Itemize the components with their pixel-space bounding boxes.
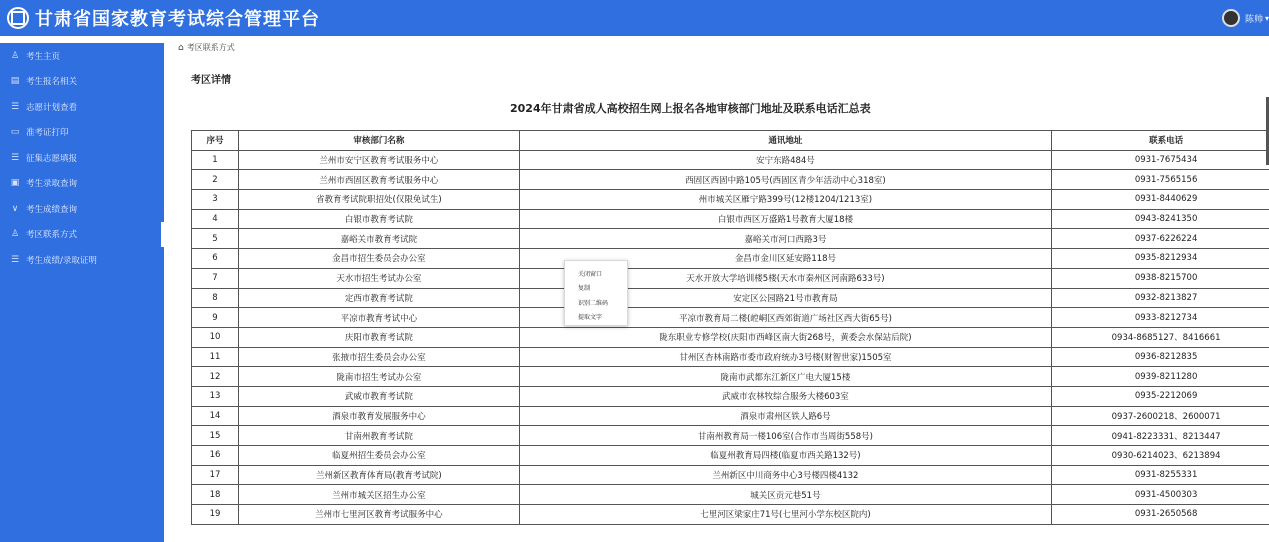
table-row xyxy=(192,308,1269,328)
context-menu-item[interactable]: 关闭窗口 xyxy=(578,270,603,278)
cell-address: 酒泉市肃州区铁人路6号 xyxy=(519,406,1052,426)
sidebar-item-label: 考生成绩/录取证明 xyxy=(26,255,97,266)
cell-index: 5 xyxy=(192,229,239,249)
sidebar-item[interactable] xyxy=(0,145,164,171)
cell-phone: 0941-8223331、8213447 xyxy=(1052,426,1269,446)
cell-department: 天水市招生考试办公室 xyxy=(238,268,519,288)
cell-department: 张掖市招生委员会办公室 xyxy=(238,347,519,367)
list-icon: ☰ xyxy=(10,152,20,163)
table-row xyxy=(192,446,1269,466)
chevron-down-icon: ▾ xyxy=(1264,13,1269,23)
column-header-index: 序号 xyxy=(192,131,239,151)
column-header-address: 通讯地址 xyxy=(519,131,1052,151)
sidebar-item[interactable] xyxy=(0,171,164,197)
cell-phone: 0931-8440629 xyxy=(1052,190,1269,210)
cell-index: 15 xyxy=(192,426,239,446)
cell-address: 州市城关区雁宁路399号(12楼1204/1213室) xyxy=(519,190,1052,210)
cell-index: 3 xyxy=(192,190,239,210)
cell-index: 13 xyxy=(192,386,239,406)
cell-index: 11 xyxy=(192,347,239,367)
person-icon: ♙ xyxy=(10,50,20,61)
table-title: 2024年甘肃省成人高校招生网上报名各地审核部门地址及联系电话汇总表 xyxy=(510,102,871,115)
cell-department: 甘南州教育考试院 xyxy=(238,426,519,446)
cell-department: 平凉市教育考试中心 xyxy=(238,308,519,328)
user-name: 陈帅 xyxy=(1244,14,1263,25)
table-row xyxy=(192,347,1269,367)
sidebar-item[interactable] xyxy=(0,222,164,248)
cell-address: 兰州新区中川商务中心3号楼四楼4132 xyxy=(519,465,1052,485)
table-row xyxy=(192,386,1269,406)
cell-phone: 0931-4500303 xyxy=(1052,485,1269,505)
cell-address: 天水开放大学培训楼5楼(天水市秦州区河南路633号) xyxy=(519,268,1052,288)
sidebar-item[interactable] xyxy=(0,120,164,146)
table-row xyxy=(192,406,1269,426)
cell-index: 2 xyxy=(192,170,239,190)
user-menu[interactable] xyxy=(1222,0,1269,36)
cell-phone: 0931-7675434 xyxy=(1052,150,1269,170)
sidebar-item-label: 考生录取查询 xyxy=(26,179,78,190)
cell-department: 兰州市安宁区教育考试服务中心 xyxy=(238,150,519,170)
cell-address: 武威市农林牧综合服务大楼603室 xyxy=(519,386,1052,406)
table-row xyxy=(192,209,1269,229)
cell-index: 10 xyxy=(192,327,239,347)
cell-department: 庆阳市教育考试院 xyxy=(238,327,519,347)
table-row xyxy=(192,249,1269,269)
cell-phone: 0934-8685127、8416661 xyxy=(1052,327,1269,347)
cell-department: 酒泉市教育发展服务中心 xyxy=(238,406,519,426)
cell-address: 甘州区杏林南路市委市政府统办3号楼(财智世家)1505室 xyxy=(519,347,1052,367)
table-row xyxy=(192,229,1269,249)
table-row xyxy=(192,288,1269,308)
cell-index: 8 xyxy=(192,288,239,308)
cell-address: 安定区公园路21号市教育局 xyxy=(519,288,1052,308)
cell-address: 陇南市武都东江新区广电大厦15楼 xyxy=(519,367,1052,387)
avatar[interactable] xyxy=(1222,9,1240,27)
table-row xyxy=(192,268,1269,288)
cell-department: 兰州市西固区教育考试服务中心 xyxy=(238,170,519,190)
cell-address: 甘南州教育局一楼106室(合作市当周街558号) xyxy=(519,426,1052,446)
cell-phone: 0930-6214023、6213894 xyxy=(1052,446,1269,466)
table-row xyxy=(192,170,1269,190)
id-card-icon: ▭ xyxy=(10,127,20,138)
sidebar-item[interactable] xyxy=(0,94,164,120)
emblem-icon xyxy=(7,7,29,29)
cell-address: 金昌市金川区延安路118号 xyxy=(519,249,1052,269)
cell-department: 白银市教育考试院 xyxy=(238,209,519,229)
cell-phone: 0939-8211280 xyxy=(1052,367,1269,387)
cell-department: 金昌市招生委员会办公室 xyxy=(238,249,519,269)
cell-address: 临夏州教育局四楼(临夏市西关路132号) xyxy=(519,446,1052,466)
cell-index: 12 xyxy=(192,367,239,387)
table-row xyxy=(192,150,1269,170)
contact-table xyxy=(191,130,1269,525)
table-row xyxy=(192,327,1269,347)
sidebar-item-label: 考生成绩查询 xyxy=(26,204,78,215)
context-menu xyxy=(564,260,628,326)
cell-department: 兰州市城关区招生办公室 xyxy=(238,485,519,505)
table-row xyxy=(192,367,1269,387)
cell-index: 18 xyxy=(192,485,239,505)
sidebar-item-label: 征集志愿填报 xyxy=(26,153,78,164)
sidebar-item-label: 考生报名相关 xyxy=(26,77,78,88)
sidebar xyxy=(0,43,164,542)
sidebar-item-label: 考区联系方式 xyxy=(26,230,78,241)
cell-phone: 0936-8212835 xyxy=(1052,347,1269,367)
cell-department: 兰州市七里河区教育考试服务中心 xyxy=(238,505,519,525)
cell-phone: 0931-2650568 xyxy=(1052,505,1269,525)
sidebar-item[interactable] xyxy=(0,69,164,95)
cell-index: 16 xyxy=(192,446,239,466)
main-content xyxy=(168,40,1269,542)
context-menu-item[interactable]: 复制 xyxy=(578,285,591,293)
cell-address: 陇东职业专修学校(庆阳市西峰区南大街268号，黄委会水保站后院) xyxy=(519,327,1052,347)
table-row xyxy=(192,505,1269,525)
cell-address: 城关区贡元巷51号 xyxy=(519,485,1052,505)
cell-department: 陇南市招生考试办公室 xyxy=(238,367,519,387)
cell-phone: 0943-8241350 xyxy=(1052,209,1269,229)
cell-address: 七里河区梁家庄71号(七里河小学东校区院内) xyxy=(519,505,1052,525)
table-row xyxy=(192,426,1269,446)
cell-phone: 0931-7565156 xyxy=(1052,170,1269,190)
cell-index: 4 xyxy=(192,209,239,229)
column-header-department: 审核部门名称 xyxy=(238,131,519,151)
sidebar-item-label: 考生主页 xyxy=(26,51,61,62)
table-row xyxy=(192,465,1269,485)
cell-phone: 0938-8215700 xyxy=(1052,268,1269,288)
cell-department: 嘉峪关市教育考试院 xyxy=(238,229,519,249)
table-row xyxy=(192,485,1269,505)
top-header xyxy=(0,0,1269,36)
section-title: 考区详情 xyxy=(191,75,231,86)
cell-phone: 0935-2212069 xyxy=(1052,386,1269,406)
cell-address: 平凉市教育局二楼(崆峒区西郊街道广场社区西大街65号) xyxy=(519,308,1052,328)
cell-phone: 0933-8212734 xyxy=(1052,308,1269,328)
table-header-row xyxy=(192,131,1269,151)
sidebar-item[interactable] xyxy=(0,196,164,222)
cell-index: 14 xyxy=(192,406,239,426)
app-title: 甘肃省国家教育考试综合管理平台 xyxy=(35,9,320,30)
cell-department: 定西市教育考试院 xyxy=(238,288,519,308)
cell-index: 9 xyxy=(192,308,239,328)
table-row xyxy=(192,190,1269,210)
cell-department: 武威市教育考试院 xyxy=(238,386,519,406)
cell-index: 6 xyxy=(192,249,239,269)
context-menu-item[interactable]: 识别二维码 xyxy=(578,299,609,307)
cell-index: 17 xyxy=(192,465,239,485)
breadcrumb-item[interactable]: 考区联系方式 xyxy=(186,43,235,52)
sidebar-item-label: 准考证打印 xyxy=(26,128,69,139)
sidebar-item-label: 志愿计划查看 xyxy=(26,102,78,113)
sidebar-item[interactable] xyxy=(0,247,164,273)
context-menu-item[interactable]: 提取文字 xyxy=(578,314,603,322)
home-icon[interactable]: ⌂ xyxy=(178,42,184,53)
document-icon: ▣ xyxy=(10,178,20,189)
cell-address: 西固区西固中路105号(西固区青少年活动中心318室) xyxy=(519,170,1052,190)
cell-department: 兰州新区教育体育局(教育考试院) xyxy=(238,465,519,485)
column-header-phone: 联系电话 xyxy=(1052,131,1269,151)
cell-index: 7 xyxy=(192,268,239,288)
cell-phone: 0937-6226224 xyxy=(1052,229,1269,249)
chart-icon: ∨ xyxy=(11,203,19,214)
cell-index: 19 xyxy=(192,505,239,525)
cell-phone: 0935-8212934 xyxy=(1052,249,1269,269)
list-icon: ☰ xyxy=(10,254,20,265)
cell-phone: 0932-8213827 xyxy=(1052,288,1269,308)
cell-phone: 0931-8255331 xyxy=(1052,465,1269,485)
cell-address: 白银市西区万盛路1号教育大厦18楼 xyxy=(519,209,1052,229)
cell-phone: 0937-2600218、2600071 xyxy=(1052,406,1269,426)
cell-department: 临夏州招生委员会办公室 xyxy=(238,446,519,466)
cell-index: 1 xyxy=(192,150,239,170)
person-icon: ♙ xyxy=(10,229,20,240)
cell-address: 嘉峪关市河口西路3号 xyxy=(519,229,1052,249)
form-icon: ▤ xyxy=(10,76,20,87)
list-icon: ☰ xyxy=(10,101,20,112)
sidebar-item[interactable] xyxy=(0,43,164,69)
cell-department: 省教育考试院职招处(仅限免试生) xyxy=(238,190,519,210)
cell-address: 安宁东路484号 xyxy=(519,150,1052,170)
breadcrumb xyxy=(178,42,235,53)
